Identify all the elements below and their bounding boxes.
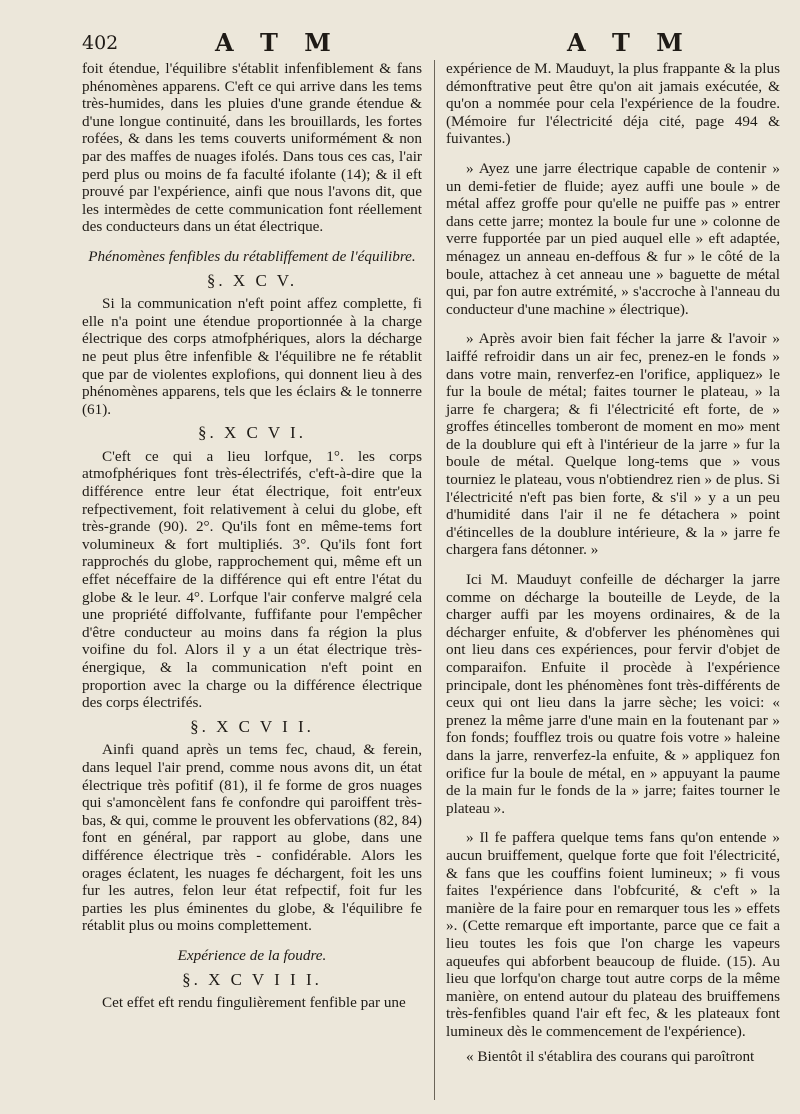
quoted-paragraph: » Après avoir bien fait fécher la jarre & l'avoir » laiffé refroidir dans un air fec, prenez-en le fonds » dans votre main, renverfez-en l'orifice, appliquez» le fur la boule de métal; faites tourner le plateau, » la jarre fe chargera; & fi l'électricité eft forte, de » groffes étincelles tomberont de moment en mo» ment de la doublure qui eft à l'intérieur de la jarre » fur la boule de métal. Quelque long-tems que » vous tourniez le plateau, vous n'obtiendrez rien » de plus. Si l'électricité n'eft pas bien forte, & s'il » y a un peu d'humidité dans l'air il ne fe détachera » point d'étincelles de la doublure intérieure, & la » jarre fe chargera fans détonner. » [446, 330, 780, 559]
page-number: 402 [82, 32, 119, 54]
quoted-paragraph: » Il fe paffera quelque tems fans qu'on entende » aucun bruiffement, quelque forte que foit l'électricité, & fans que les couffins foient lumineux; » fi vous faites l'expérience dans l'obfcurité, & c'eft » la manière de la faire pour en remarquer tous les » effets ». (Cette remarque eft importante, parce que ce fait a lieu toutes les fois que l'on charge les vapeurs aqueufes qui abforbent beaucoup de fluide. (15). Au lieu que lorfqu'on charge tout autre corps de la même manière, on entend autour du plateau des bruiffemens très-fenfibles quand l'air eft fec, & les plateaux font lumineux dès le commencement de l'expérience). [446, 829, 780, 1040]
paragraph: « Bientôt il s'établira des courans qui paroîtront [466, 1048, 755, 1066]
running-head-left: A T M [215, 28, 340, 57]
section-number: §. X C V I. [198, 423, 306, 443]
paragraph: C'eft ce qui a lieu lorfque, 1°. les corps atmofphériques font très-électrifés, c'eft-à-dire que la différence entre leur état électrique, foit entr'eux refpectivement, foit relativement à celui du globe, eft très-grande (90). 2°. Qu'ils font en même-tems fort volumineux & fort multipliés. 3°. Qu'ils font fort rapprochés du globe, rapprochement qui, même eft un effet néceffaire de la différence qui eft entre l'état du globe & le leur. 4°. Lorfque l'air conferve malgré cela une propriété diffolvante, fuffifante pour l'empêcher d'être conducteur au moins dans fa région la plus voifine du fol. Alors il y a un état électrique très-énergique, & la communication n'eft point en proportion avec la charge ou la différence électrique des corps électrifés. [82, 447, 422, 712]
section-number: §. X C V I I I. [182, 969, 322, 989]
left-column [82, 60, 422, 1012]
column-divider [434, 60, 435, 1100]
paragraph: Cet effet eft rendu fingulièrement fenfible par une [102, 994, 406, 1012]
paragraph: expérience de M. Mauduyt, la plus frappante & la plus démonftrative peut être qu'on ait jamais exécutée, & qu'on a nommée pour cela l'expérience de la foudre. (Mémoire fur l'électricité déja cité, page 494 & fuivantes.) [446, 60, 780, 148]
section-number: §. X C V. [206, 270, 298, 290]
section-heading: Phénomènes fenfibles du rétabliffement de l'équilibre. [88, 247, 416, 265]
section-heading: Expérience de la foudre. [177, 946, 327, 964]
quoted-paragraph: » Ayez une jarre électrique capable de contenir » un demi-fetier de fluide; ayez auffi une boule » de métal affez groffe pour qu'elle ne puiffe pas » entrer dans cette jarre; montez la boule fur une » colonne de verre fupportée par un pied auquel elle » eft adaptée, ménagez un anneau en-deffous & fur » le côté de la boule, attachez à cet anneau une » baguette de métal qui, par fon autre extrémité, » s'accroche à l'anneau du conducteur d'une machine » électrique). [446, 159, 780, 318]
paragraph: Si la communication n'eft point affez complette, fi elle n'a point une étendue proportionnée à la charge électrique des corps atmofphériques, alors la décharge ne peut plus être infenfible & l'équilibre ne fe rétablit que par de violentes explofions, qui donnent lieu à des phénomènes apparens, tels que les éclairs & le tonnerre (61). [82, 295, 422, 418]
paragraph: Ainfi quand après un tems fec, chaud, & ferein, dans lequel l'air prend, comme nous avons dit, un état électrique très pofitif (81), il fe forme de gros nuages qui s'amoncèlent fans fe confondre qui paroiffent très-bas, & qui, comme le prouvent les obfervations (82, 84) font en général, par rapport au globe, dans une différence électrique très - confidérable. Alors les orages éclatent, les nuages fe déchargent, foit les uns fur les autres, felon leur état refpectif, foit fur les parties les plus éminentes du globe, & l'équilibre fe rétablit plus ou moins complettement. [82, 741, 422, 935]
section-number: §. X C V I I. [190, 716, 314, 736]
running-head-right: A T M [567, 28, 692, 57]
paragraph: Ici M. Mauduyt confeille de décharger la jarre comme on décharge la bouteille de Leyde, de la charger auffi par les moyens ordinaires, & de la décharger enfuite, & d'obferver les phénomènes qui ont lieu dans ces expériences, pour fervir d'objet de comparaifon. Enfuite il procède à l'expérience principale, dont les phénomènes font très-différents de ceux qui ont lieu dans la jarre sèche; les voici: « prenez la même jarre d'une main en la foutenant par » fon fonds; foufflez trois ou quatre fois votre » haleine dans la jarre, renverfez-la enfuite, & » appliquez fon orifice fur la boule de métal, en » appuyant la paume de la main fur le fonds de la » jarre; faites tourner le plateau ». [446, 571, 780, 817]
paragraph: foit étendue, l'équilibre s'établit infenfiblement & fans phénomènes apparens. C'eft ce qui arrive dans les tems très-humides, dans les pluies d'une grande étendue & d'une longue continuité, dans les brouillards, les fortes rofées, & dans les tems couverts uniformément & non par des maffes de nuages ifolés. Dans tous ces cas, l'air perd plus ou moins de fa faculté ifolante (14); & il eft prouvé par l'expérience, ainfi que nous l'avons dit, que les intermèdes de cette communication font réellement des conducteurs dans un état électrique. [82, 60, 422, 236]
page-header [0, 24, 800, 58]
right-column [446, 60, 780, 1066]
